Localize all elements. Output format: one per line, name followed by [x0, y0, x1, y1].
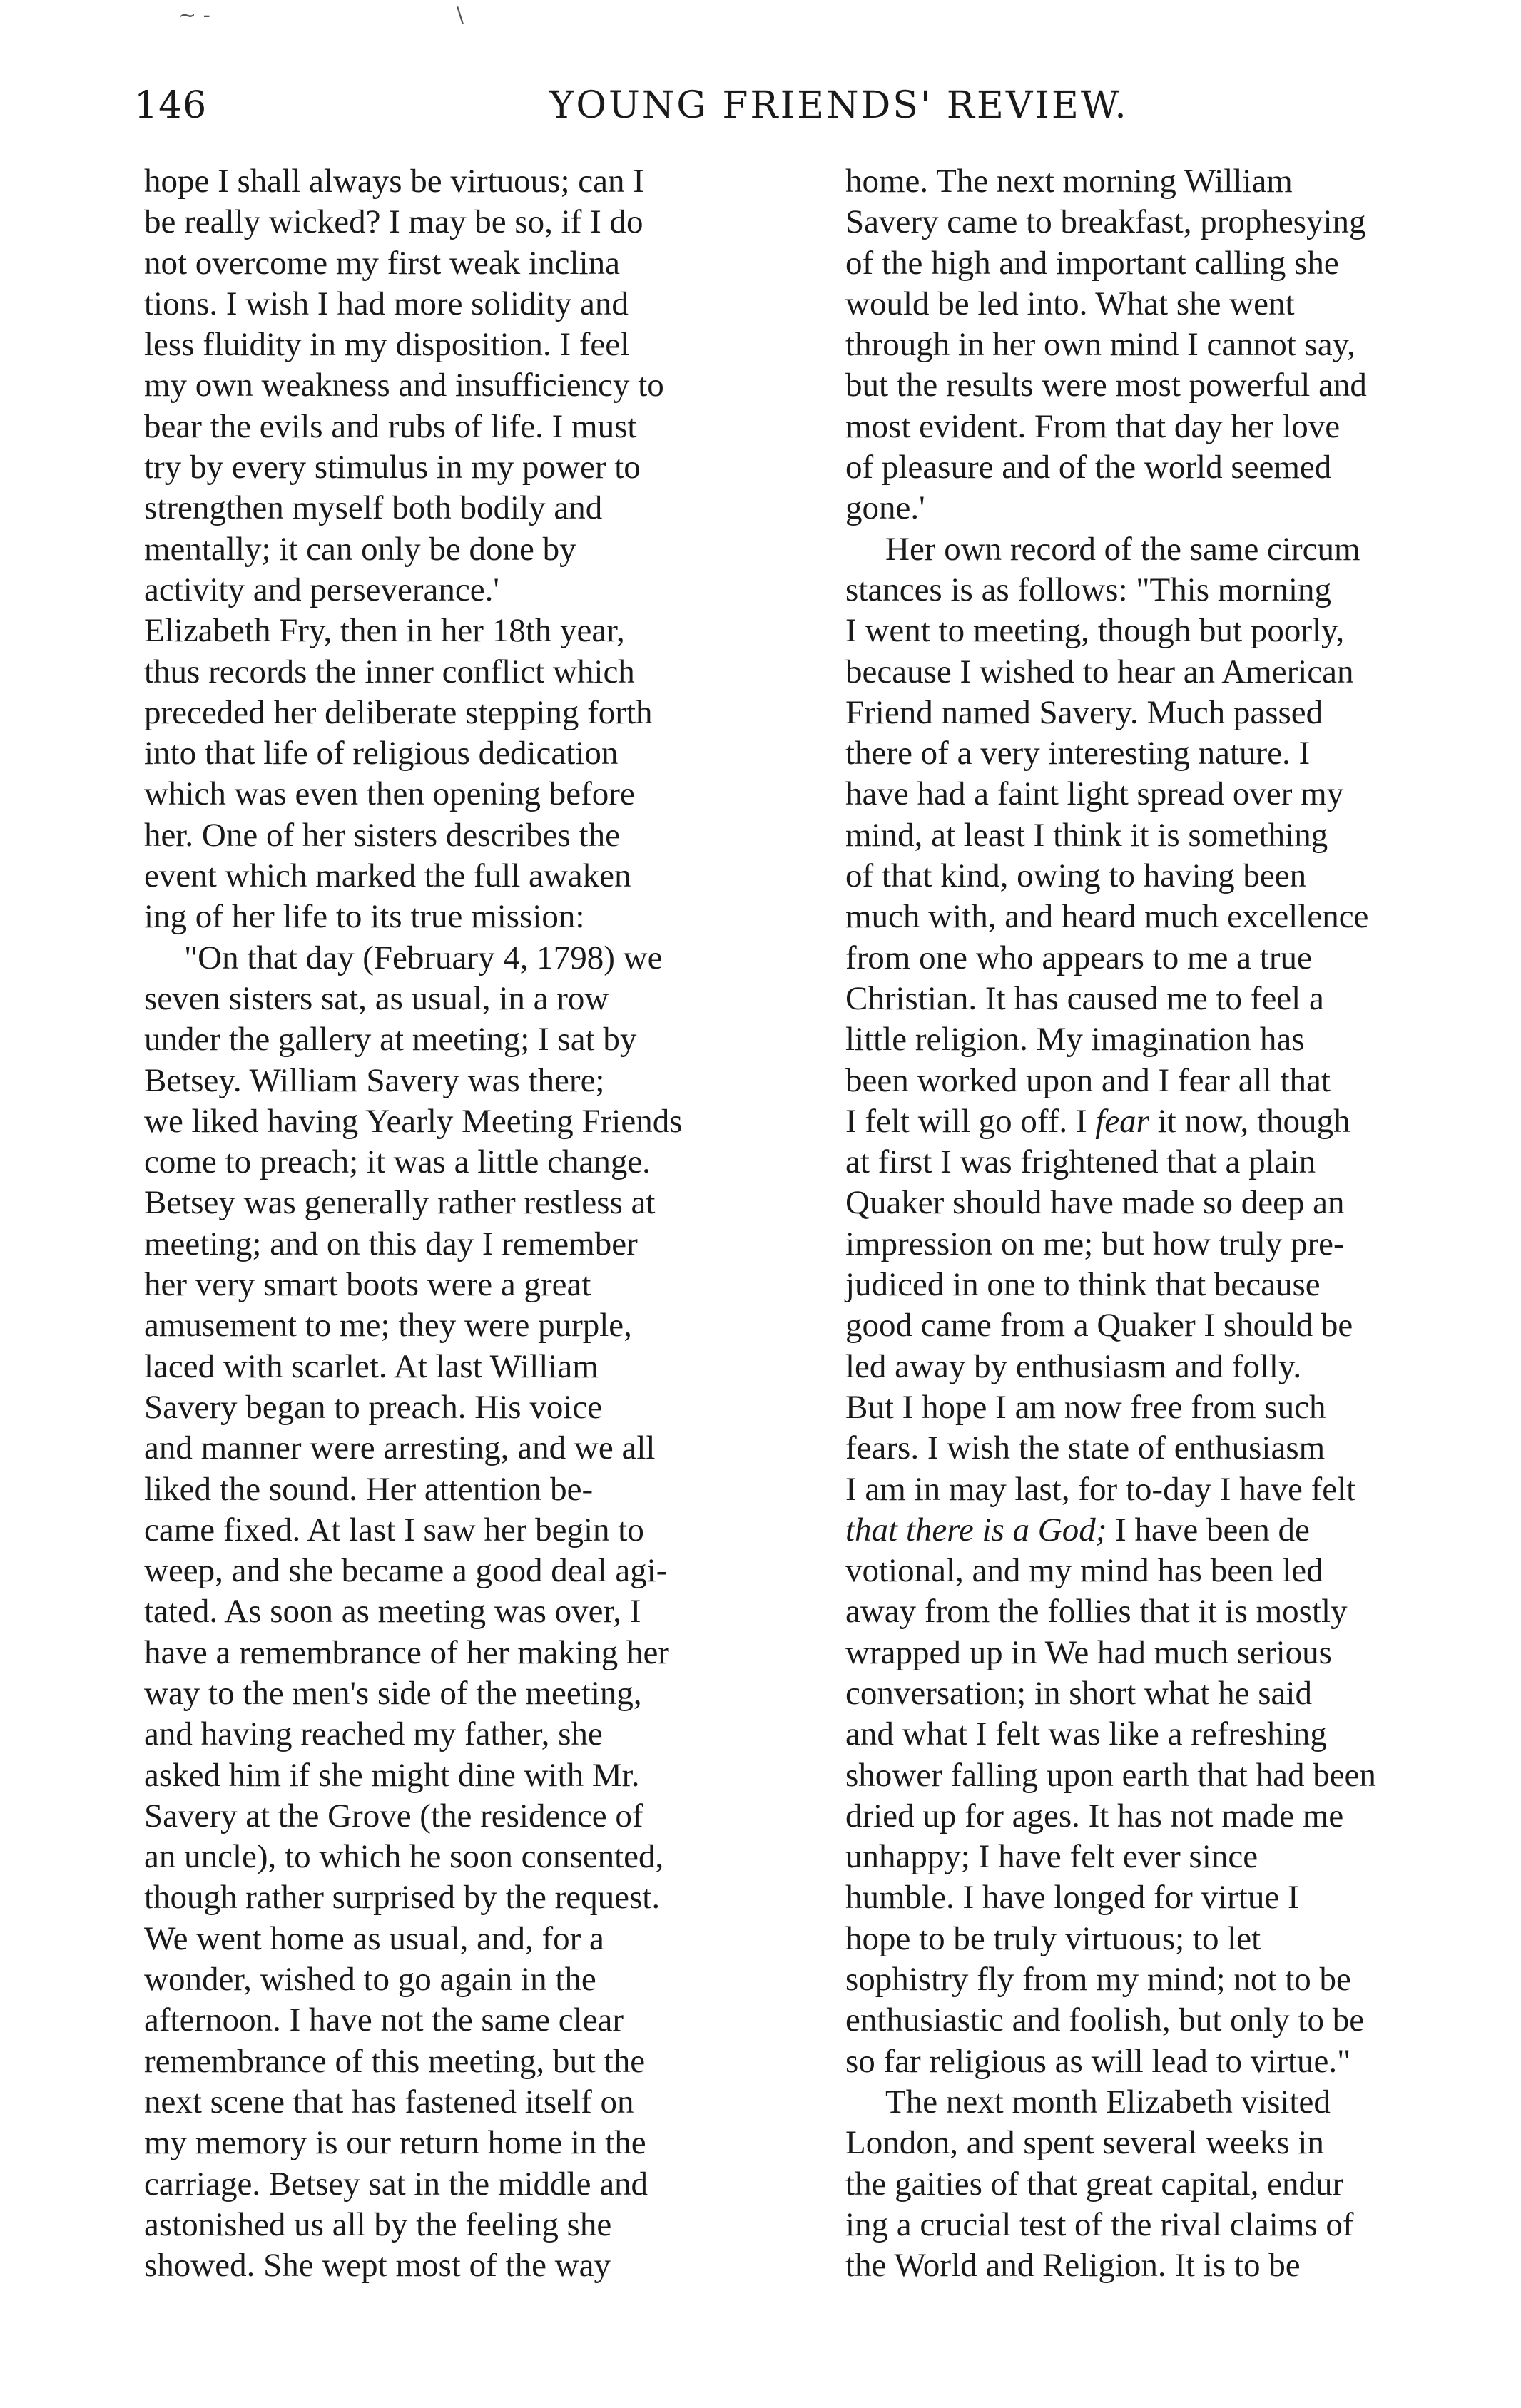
scan-smudge-marks: ~ -: [178, 3, 210, 28]
page-header: [0, 84, 1521, 141]
right-column: [845, 161, 1473, 2286]
right-paragraph-2-emphasis-fear: fear: [1095, 1102, 1149, 1140]
scan-tick-mark: \: [457, 3, 464, 28]
right-paragraph-2-part-a: Her own record of the same circum stances is as follows: "This morning I went to meeting, though but poorly, because I wished to hear an American Friend named Savery. Much passed there of a very interesting nature. I have had a faint light spread over my mind, at least I think it is something of that kind, owing to having been much with, and heard much excellence from one who appears to me a true Christian. It has caused me to feel a little religion. My imagination has been worked upon and I fear all that I felt will go off. I: [845, 530, 1369, 1140]
running-title: YOUNG FRIENDS' REVIEW.: [549, 84, 1129, 127]
right-paragraph-3: The next month Elizabeth visited London, and spent several weeks in the gaities of that great capital, endur ing a crucial test of the rival claims of the World and Religion. It is to be: [845, 2083, 1354, 2285]
right-paragraph-2: [845, 529, 1473, 2082]
right-paragraph-2-part-b: it now, though at first I was frightened that a plain Quaker should have made so deep an impression on me; but how truly pre- judiced in one to think that because good came from a Quaker I should be led away by enthusiasm and folly. But I hope I am now free from such fears. I wish the state of enthusiasm I am in may last, for to-day I have felt: [845, 1102, 1356, 1508]
left-column: [144, 161, 800, 2286]
right-paragraph-2-part-c: I have been de votional, and my mind has been led away from the follies that it is mostly wrapped up in We had much serious conversation; in short what he said and what I felt was like a refreshing shower falling upon earth that had been dried up for ages. It has not made me unhappy; I have felt ever since humble. I have longed for virtue I hope to be truly virtuous; to let sophistry fly from my mind; not to be enthusiastic and foolish, but only to be so far religious as will lead to virtue.": [845, 1511, 1376, 2080]
right-paragraph-2-emphasis-god: that there is a God;: [845, 1511, 1107, 1549]
page-number: 146: [134, 84, 208, 127]
left-paragraph-1: hope I shall always be virtuous; can I be really wicked? I may be so, if I do not overcome my first weak inclina tions. I wish I had more solidity and less fluidity in my disposition. I feel my own weakness and insufficiency to bear the evils and rubs of life. I must try by every stimulus in my power to strengthen myself both bodily and mentally; it can only be done by activity and perseverance.': [144, 163, 664, 608]
right-paragraph-1: home. The next morning William Savery came to breakfast, prophesying of the high and important calling she would be led into. What she went through in her own mind I cannot say, but the results were most powerful and most evident. From that day her love of pleasure and of the world seemed gone.': [845, 163, 1367, 527]
left-paragraph-2: Elizabeth Fry, then in her 18th year, thus records the inner conflict which preceded her deliberate stepping forth into that life of religious dedication which was even then opening before her. One of her sisters describes the event which marked the full awaken ing of her life to its true mission:: [144, 612, 653, 936]
left-paragraph-3: "On that day (February 4, 1798) we seven sisters sat, as usual, in a row under the gallery at meeting; I sat by Betsey. William Savery was there; we liked having Yearly Meeting Friends come to preach; it was a little change. Betsey was generally rather restless at meeting; and on this day I remember her very smart boots were a great amusement to me; they were purple, laced with scarlet. At last William Savery began to preach. His voice and manner were arresting, and we all liked the sound. Her attention be- came fixed. At last I saw her begin to weep, and she became a good deal agi- tated. As soon as meeting was over, I have a remembrance of her making her way to the men's side of the meeting, and having reached my father, she asked him if she might dine with Mr. Savery at the Grove (the residence of an uncle), to which he soon consented, though rather surprised by the request. We went home as usual, and, for a wonder, wished to go again in the afternoon. I have not the same clear remembrance of this meeting, but the next scene that has fastened itself on my memory is our return home in the carriage. Betsey sat in the middle and astonished us all by the feeling she showed. She wept most of the way: [144, 939, 683, 2285]
